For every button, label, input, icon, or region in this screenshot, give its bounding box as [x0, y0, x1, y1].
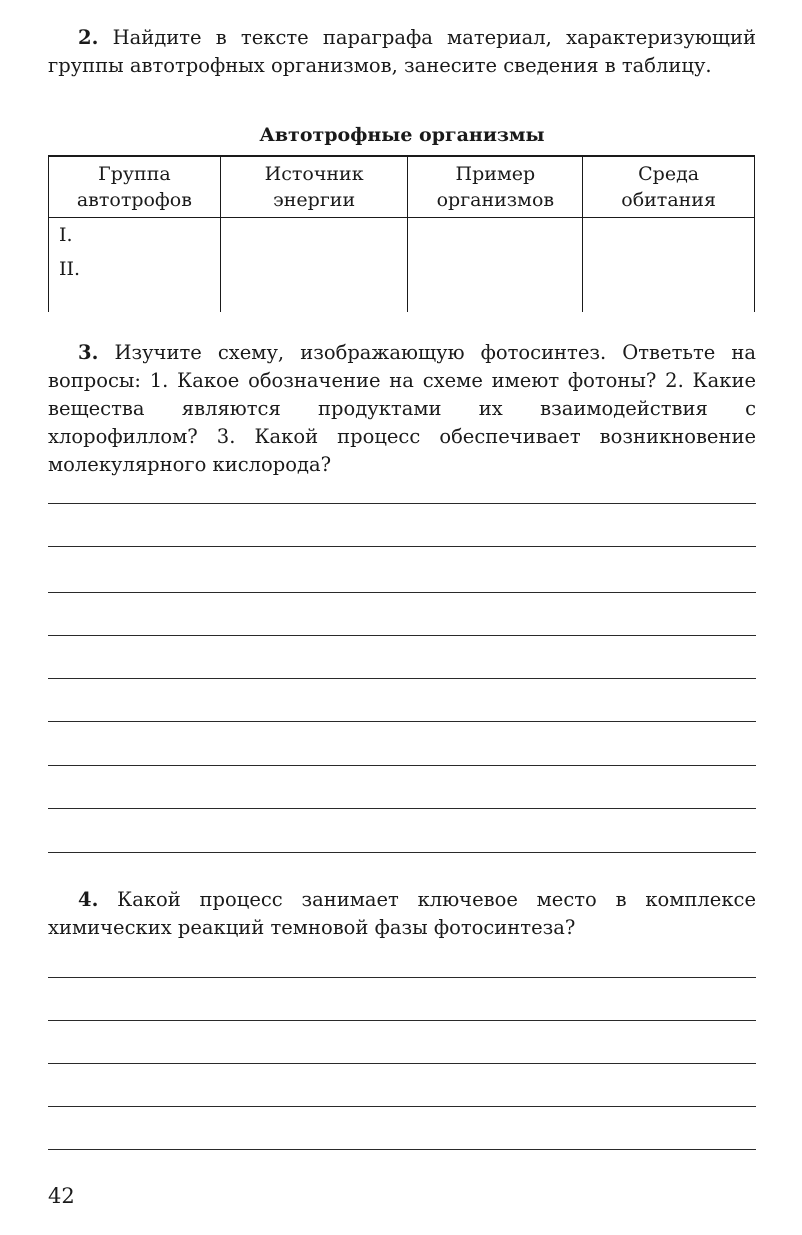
answer-line[interactable]: [48, 721, 756, 722]
answer-line[interactable]: [48, 1149, 756, 1150]
autotrophs-table: [48, 155, 755, 312]
answer-line[interactable]: [48, 678, 756, 679]
header-example-line-1: Пример: [455, 163, 536, 185]
answer-line[interactable]: [48, 1020, 756, 1021]
answer-line[interactable]: [48, 852, 756, 853]
task-2-number: 2.: [78, 26, 99, 49]
header-habitat: [583, 156, 755, 218]
answer-line[interactable]: [48, 635, 756, 636]
page-number: 42: [48, 1184, 75, 1208]
task-4-text: Какой процесс занимает ключевое место в комплексе химических реакций темновой фазы фотосинтеза?: [48, 888, 756, 939]
cell-habitat[interactable]: [583, 218, 755, 313]
header-example: [408, 156, 583, 218]
table-caption: Автотрофные организмы: [259, 124, 545, 146]
answer-line[interactable]: [48, 1106, 756, 1107]
header-example-line-2: организмов: [436, 189, 555, 211]
task-2: [48, 24, 756, 80]
answer-line[interactable]: [48, 546, 756, 547]
task-4-number: 4.: [78, 888, 99, 911]
row-label-1: I.: [59, 224, 73, 246]
cell-energy-source[interactable]: [220, 218, 408, 313]
task-3-number: 3.: [78, 341, 99, 364]
header-group-line-2: автотрофов: [76, 189, 192, 211]
answer-line[interactable]: [48, 592, 756, 593]
answer-line[interactable]: [48, 808, 756, 809]
answer-line[interactable]: [48, 977, 756, 978]
task-2-text: Найдите в тексте параграфа материал, характеризующий группы автотрофных организмов, занесите сведения в таблицу.: [48, 26, 757, 77]
answer-line[interactable]: [48, 503, 756, 504]
header-energy-source: [220, 156, 408, 218]
answer-line[interactable]: [48, 765, 756, 766]
header-group: [49, 156, 221, 218]
cell-group[interactable]: [49, 218, 221, 313]
table-row: [49, 218, 755, 313]
header-habitat-line-1: Среда: [638, 163, 700, 185]
task-4: [48, 886, 756, 942]
header-energy-line-2: энергии: [273, 189, 356, 211]
task-3-text: Изучите схему, изображающую фотосинтез. Ответьте на вопросы: 1. Какое обозначение на схеме имеют фотоны? 2. Какие вещества являются продуктами их взаимодействия с хлорофиллом? 3. Какой процесс обеспечивает возникновение молекулярного кислорода?: [48, 341, 757, 476]
task-3: [48, 339, 756, 479]
header-group-line-1: Группа: [98, 163, 171, 185]
row-label-2: II.: [59, 258, 81, 280]
table-header-row: [49, 156, 755, 218]
header-habitat-line-2: обитания: [621, 189, 716, 211]
cell-example[interactable]: [408, 218, 583, 313]
answer-line[interactable]: [48, 1063, 756, 1064]
header-energy-line-1: Источник: [264, 163, 364, 185]
